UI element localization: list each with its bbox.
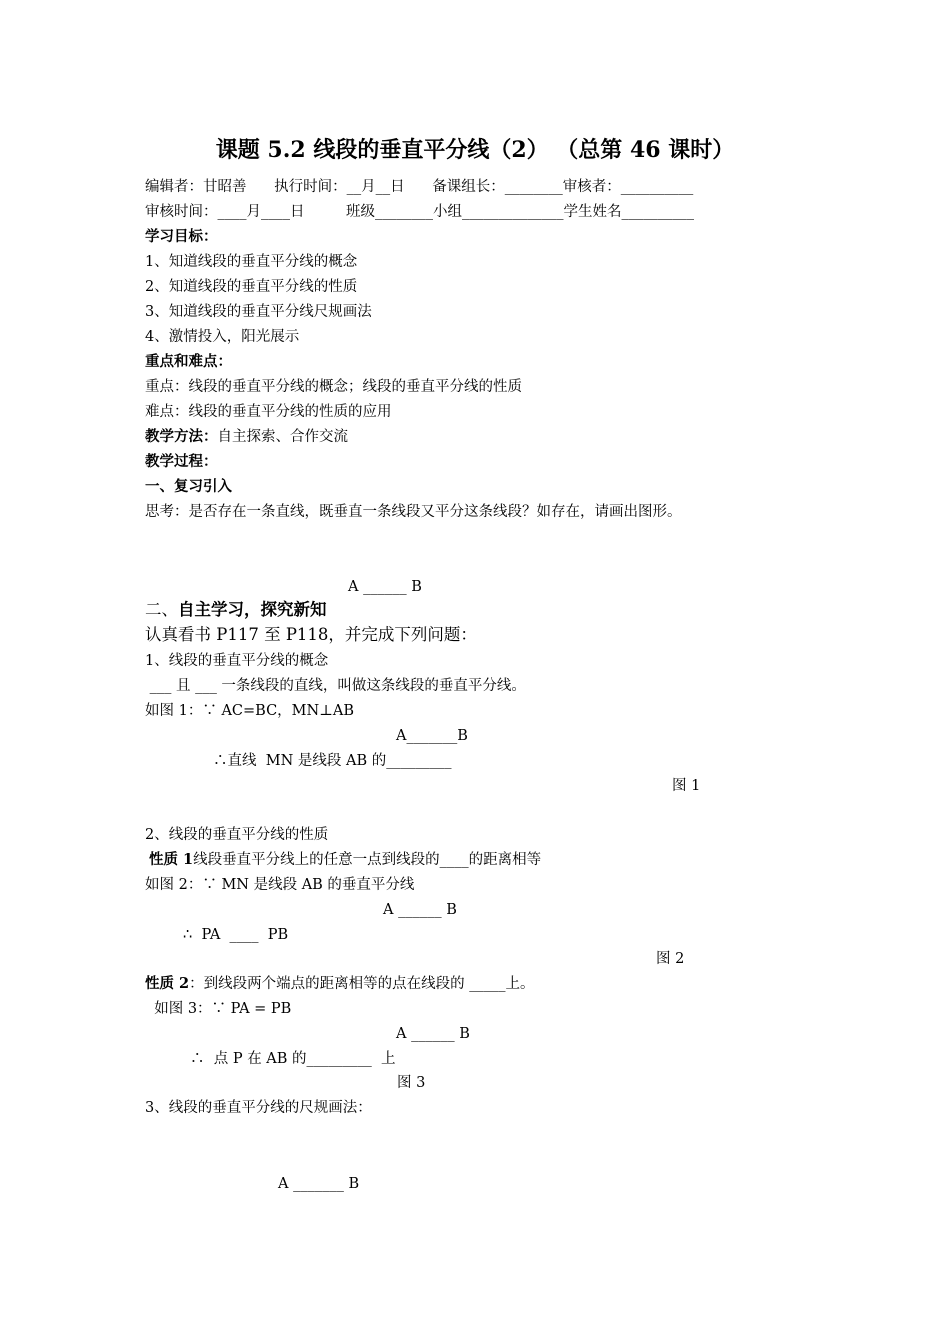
goals-heading: 学习目标： <box>145 228 218 245</box>
figure3-label: 图 3 <box>397 1075 426 1091</box>
concept-text: ___ 且 ___ 一条线段的直线，叫做这条线段的垂直平分线。 <box>145 678 526 694</box>
teaching-method-value: 自主探索、合作交流 <box>217 429 348 445</box>
construction-heading: 3、线段的垂直平分线的尺规画法： <box>145 1100 372 1116</box>
figure3-given: 如图 3：∵ PA = PB <box>145 1001 292 1017</box>
figure1-given: 如图 1：∵ AC=BC，MN⊥AB <box>145 703 354 719</box>
teaching-method <box>145 428 348 446</box>
section2-heading-prefix: 二、 <box>145 600 178 619</box>
section2-heading-text: 自主学习，探究新知 <box>178 600 327 619</box>
difficult-point-text: 难点：线段的垂直平分线的性质的应用 <box>145 404 392 420</box>
figure1-label: 图 1 <box>672 778 701 794</box>
property1-text: 线段垂直平分线上的任意一点到线段的____的距离相等 <box>193 852 542 868</box>
section2-instruction: 认真看书 P117 至 P118，并完成下列问题： <box>145 625 477 644</box>
goal-item: 1、知道线段的垂直平分线的概念 <box>145 254 358 270</box>
property2-text: ：到线段两个端点的距离相等的点在线段的 _____上。 <box>189 976 535 992</box>
goal-item: 4、激情投入，阳光展示 <box>145 329 300 345</box>
teaching-method-label: 教学方法： <box>145 428 218 445</box>
property-heading: 2、线段的垂直平分线的性质 <box>145 827 329 843</box>
property2-label: 性质 2 <box>145 975 190 992</box>
section1-heading: 一、复习引入 <box>145 478 232 495</box>
key-point-text: 重点：线段的垂直平分线的概念；线段的垂直平分线的性质 <box>145 379 522 395</box>
header-line-2: 审核时间：____月____日 班级________小组______________学生姓名__________ <box>145 204 694 220</box>
property1-label: 性质 1 <box>149 851 194 868</box>
figure2-label: 图 2 <box>656 951 685 967</box>
section2-heading <box>145 600 327 620</box>
goal-item: 3、知道线段的垂直平分线尺规画法 <box>145 304 372 320</box>
property2 <box>145 975 535 993</box>
goal-item: 2、知道线段的垂直平分线的性质 <box>145 279 358 295</box>
figure3-conclusion: ∴ 点 P 在 AB 的_________ 上 <box>190 1051 396 1067</box>
figure1-conclusion: ∴直线 MN 是线段 AB 的_________ <box>213 753 452 769</box>
figure3-ab: A ______ B <box>396 1026 470 1042</box>
figure2-given: 如图 2：∵ MN 是线段 AB 的垂直平分线 <box>145 877 415 893</box>
section1-question: 思考：是否存在一条直线，既垂直一条线段又平分这条线段？如存在，请画出图形。 <box>145 504 682 520</box>
figure2-conclusion: ∴ PA ____ PB <box>183 927 289 943</box>
figure1-ab: A_______B <box>396 728 468 744</box>
header-line-1: 编辑者：甘昭善 执行时间：__月__日 备课组长：________审核者：__________ <box>145 179 694 195</box>
construction-ab: A _______ B <box>278 1176 360 1192</box>
property1 <box>149 851 541 869</box>
concept-heading: 1、线段的垂直平分线的概念 <box>145 653 329 669</box>
section1-figure-ab: A ______ B <box>348 579 422 595</box>
page-title: 课题 5.2 线段的垂直平分线（2） （总第 46 课时） <box>215 137 735 163</box>
key-points-heading: 重点和难点： <box>145 353 232 370</box>
process-heading: 教学过程： <box>145 453 218 470</box>
figure2-ab: A ______ B <box>383 902 457 918</box>
